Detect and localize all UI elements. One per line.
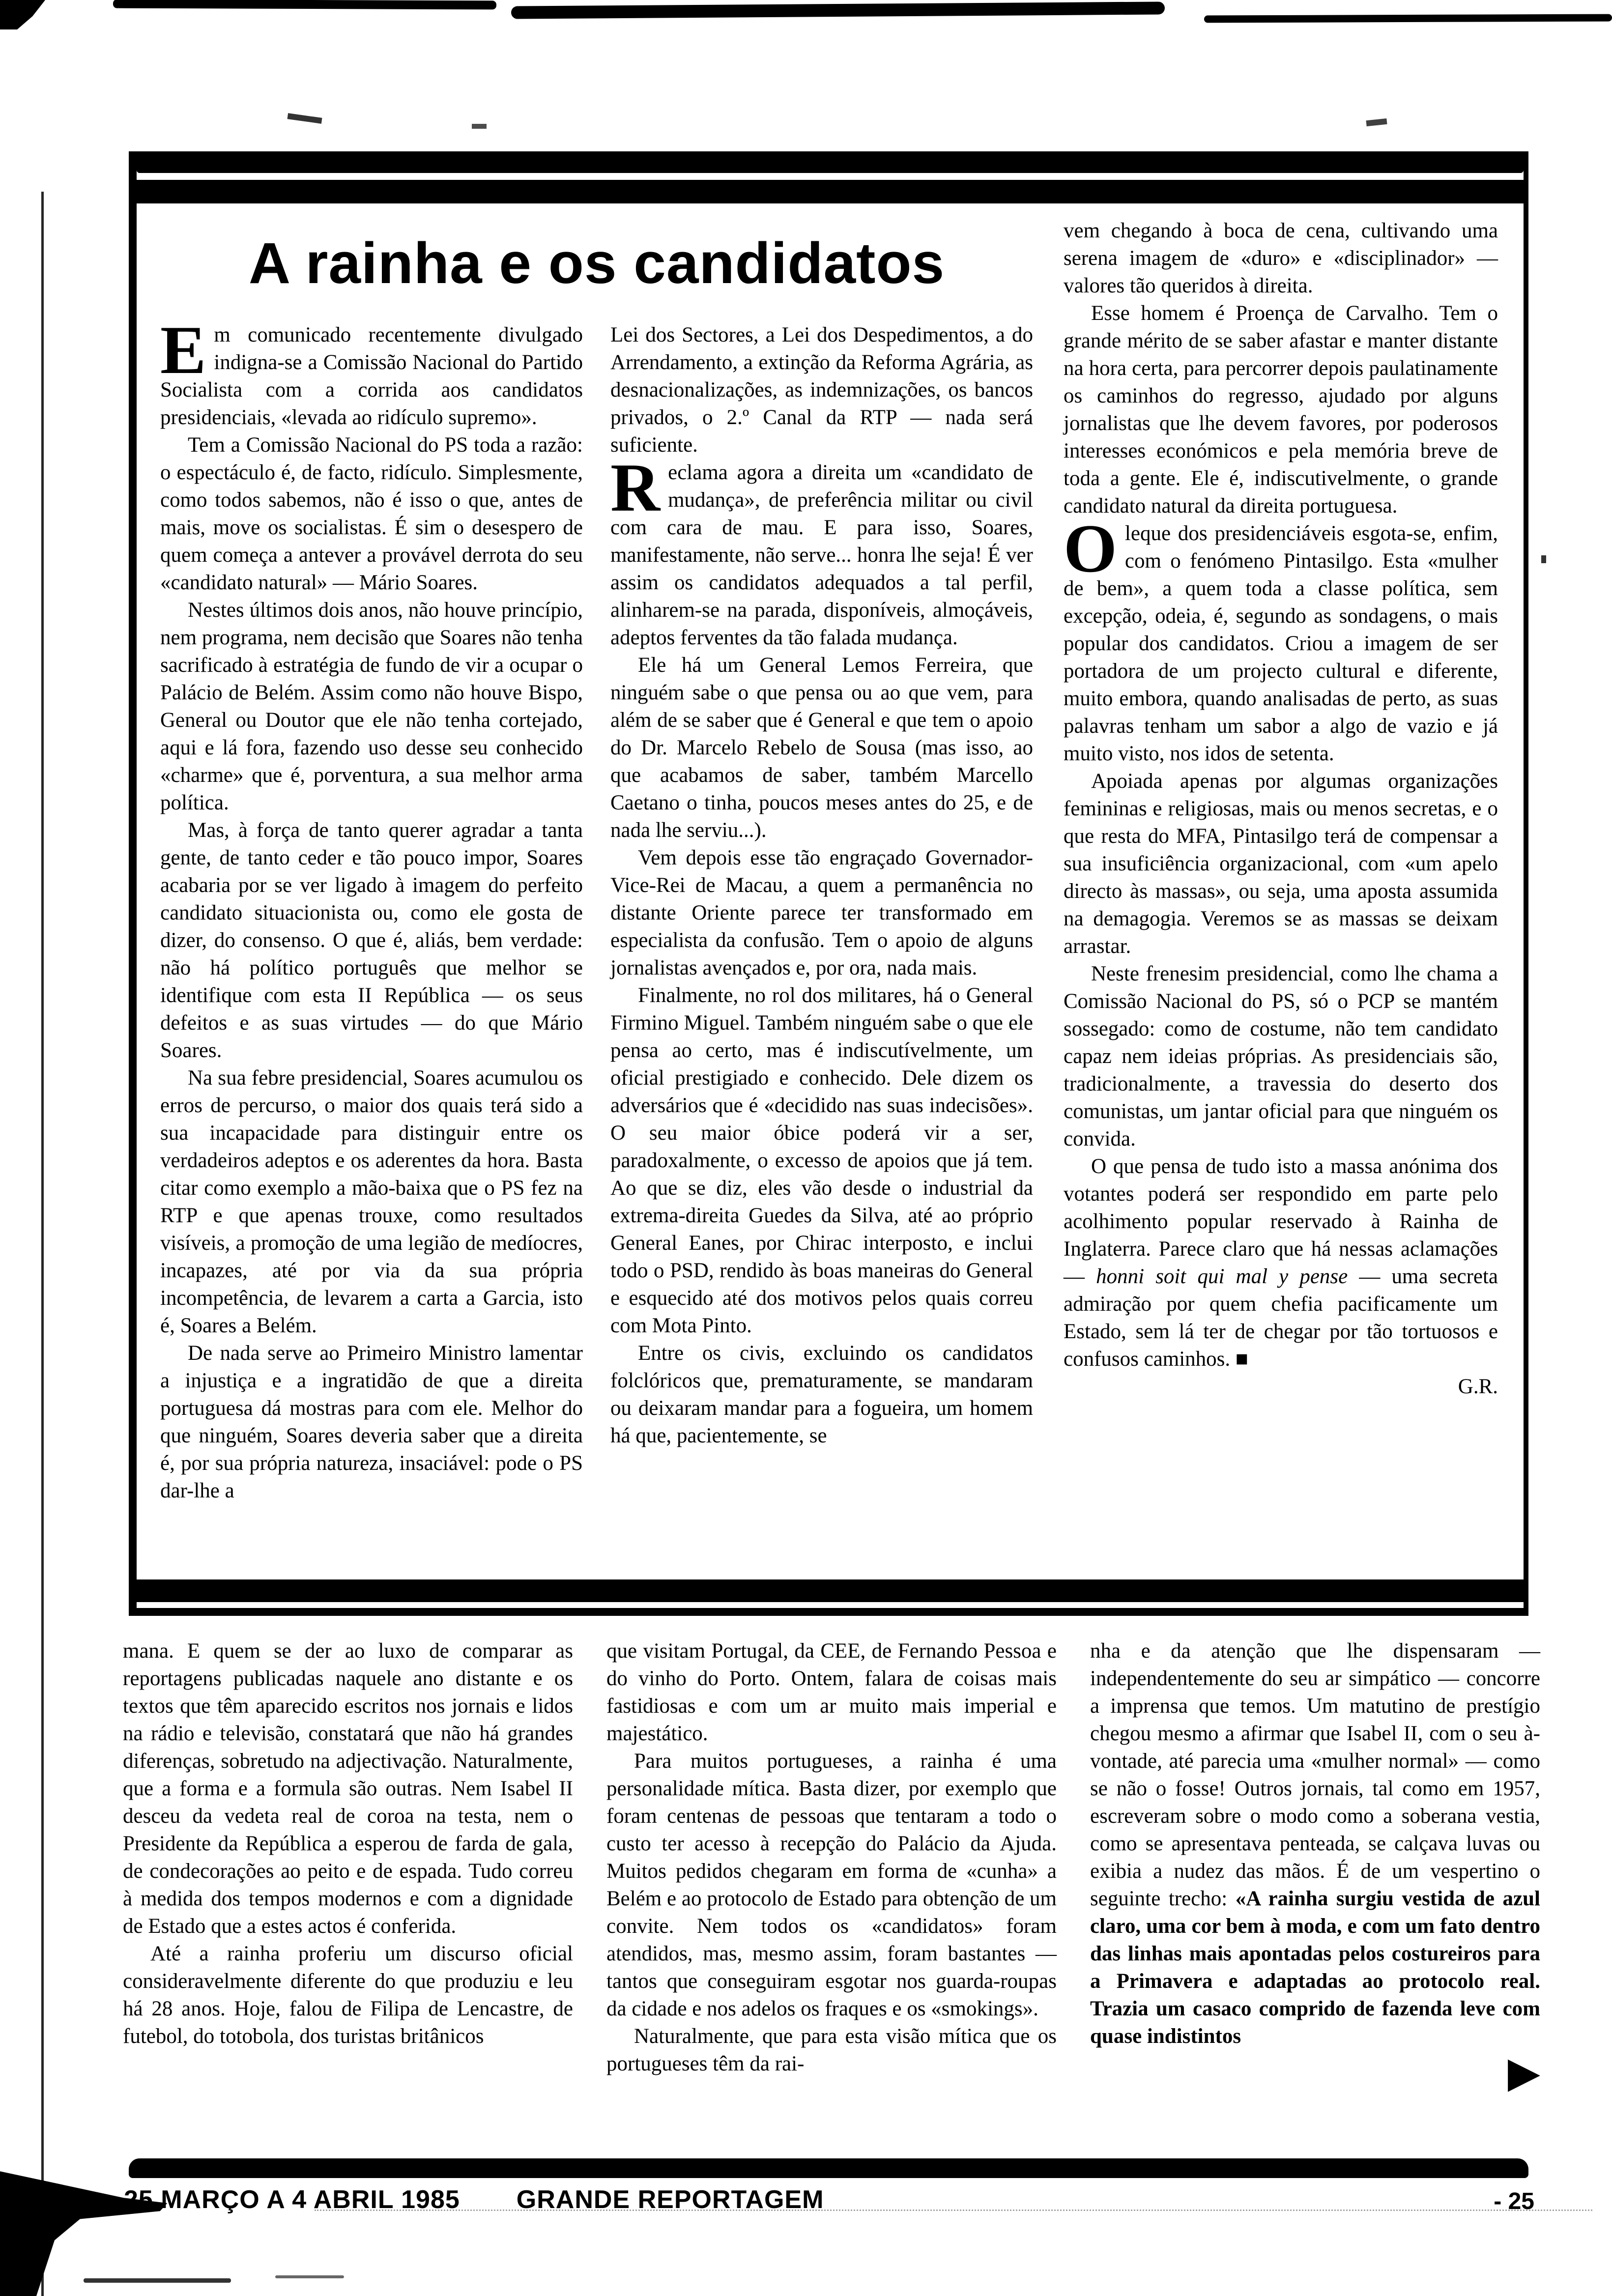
paragraph <box>610 844 1033 982</box>
box-column-1 <box>160 312 583 1505</box>
text-run: honni soit qui mal y pense <box>1096 1265 1348 1288</box>
box-border-top-inner <box>137 180 1524 203</box>
paragraph <box>610 652 1033 844</box>
continuation-arrow-icon <box>1090 2050 1540 2095</box>
scan-artifact-speck <box>1366 118 1387 126</box>
text-run: Neste frenesim presidencial, como lhe chama a Comissão Nacional do PS, só o PCP se mantém sossegado: como de costume, não tem candidato capaz nem ideias próprias. As presidenciais são, tradicionalmente, a travessia do deserto dos comunistas, um jantar oficial para que ninguém os convida. <box>1064 962 1498 1150</box>
lower-column-3 <box>1090 1637 1540 2095</box>
scan-artifact-speck <box>1541 555 1546 563</box>
text-run: mana. E quem se der ao luxo de comparar as reportagens publicadas naquele ano distante e os textos que têm aparecido escritos nos jornais e lidos na rádio e televisão, constatará que não há grandes diferenças, sobretudo na adjectivação. Naturalmente, que a forma e a formula são outras. Nem Isabel II desceu da vedeta real de coroa na testa, nem o Presidente da República a esperou de farda de gala, de condecorações ao peito e de espada. Tudo correu à medida dos tempos modernos e com a dignidade de Estado que a estes actos é conferida. <box>123 1639 573 1938</box>
text-run: Vem depois esse tão engraçado Governador-Vice-Rei de Macau, a quem a permanência no distante Oriente parece ter transformado em especialista da confusão. Tem o apoio de alguns jornalistas avençados e, por ora, nada mais. <box>610 846 1033 979</box>
box-two-columns <box>160 312 1033 1505</box>
paragraph <box>160 1340 583 1505</box>
text-run: Para muitos portugueses, a rainha é uma personalidade mítica. Basta dizer, por exemplo que foram centenas de pessoas que tentaram a todo o custo ter acesso à recepção do Palácio da Ajuda. Muitos pedidos chegaram em forma de «cunha» a Belém e ao protocolo de Estado para obtenção de um convite. Nem todos os «candidatos» foram atendidos, mas, mesmo assim, foram bastantes — tantos que conseguiram esgotar nos guarda-roupas da cidade e nos adelos os fraques e os «smokings». <box>606 1750 1057 2020</box>
drop-cap: E <box>160 312 206 388</box>
boxed-article <box>129 151 1528 1616</box>
text-run: m comunicado recentemente divulgado indigna-se a Comissão Nacional do Partido Socialista com a corrida aos candidatos presidenciais, «levada ao ridículo supremo». <box>160 323 583 429</box>
paragraph <box>610 1340 1033 1450</box>
paragraph <box>606 2023 1057 2078</box>
text-run: Ele há um General Lemos Ferreira, que ninguém sabe o que pensa ou ao que vem, para além de se saber que é General e que tem o apoio do Dr. Marcelo Rebelo de Sousa (mas isso, ao que acabamos de saber, também Marcello Caetano o tinha, poucos meses antes do 25, e de nada lhe serviu...). <box>610 654 1033 842</box>
end-of-article-square-icon: ■ <box>1230 1348 1248 1371</box>
scan-artifact-speck <box>472 124 487 129</box>
paragraph <box>123 1637 573 1940</box>
paragraph <box>1064 217 1498 300</box>
box-border-bottom-inner <box>137 1579 1524 1602</box>
scan-artifact-corner-blob <box>0 0 45 29</box>
text-run: eclama agora a direita um «candidato de mudança», de preferência militar ou civil com cara de mau. E para isso, Soares, manifestamente, não serve... honra lhe seja! É ver assim os candidatos adequados a tal perfil, alinharem-se na parada, disponíveis, almoçáveis, adeptos ferventes da tão falada mudança. <box>610 461 1033 649</box>
box-border-top-gap <box>137 173 1524 180</box>
paragraph <box>1064 511 1498 768</box>
footer-rule <box>129 2158 1528 2178</box>
footer-date: 25 MARÇO A 4 ABRIL 1985 <box>124 2185 460 2214</box>
text-run: Até a rainha proferiu um discurso oficial consideravelmente diferente do que produziu e leu há 28 anos. Hoje, falou de Filipa de Lencastre, de futebol, do totobola, dos turistas britânicos <box>123 1942 573 2048</box>
text-run: Na sua febre presidencial, Soares acumulou os erros de percurso, o maior dos quais terá sido a sua incapacidade para distinguir entre os verdadeiros adeptos e os aderentes da hora. Basta citar como exemplo a mão-baixa que o PS fez na RTP e que apenas trouxe, como resultados visíveis, a promoção de uma legião de medíocres, incapazes, até por via da sua própria incompetência, de levarem a carta a Garcia, isto é, Soares a Belém. <box>160 1066 583 1337</box>
paragraph <box>1064 300 1498 520</box>
paragraph <box>160 431 583 597</box>
lower-column-2 <box>606 1637 1057 2095</box>
paragraph <box>160 817 583 1064</box>
footer-publication: GRANDE REPORTAGEM <box>516 2185 824 2214</box>
text-run: Lei dos Sectores, a Lei dos Despedimentos, a do Arrendamento, a extinção da Reforma Agrária, as desnacionalizações, as indemnizações, os bancos privados, o 2.º Canal da RTP — nada será suficiente. <box>610 323 1033 457</box>
text-run: O que pensa de tudo isto a massa anónima dos votantes poderá ser respondido em parte pelo acolhimento popular reservado à Rainha de Inglaterra. Parece claro que há nessas aclamações — <box>1064 1155 1498 1288</box>
paragraph <box>610 450 1033 652</box>
scan-artifact-bottom-dash <box>84 2278 231 2283</box>
scan-artifact-top-bar <box>113 0 496 9</box>
scan-artifact-bottom-dash <box>275 2275 344 2278</box>
text-run: De nada serve ao Primeiro Ministro lamentar a injustiça e a ingratidão de que a direita portuguesa dá mostras para com ele. Melhor do que ninguém, Soares deveria saber que a direita é, por sua própria natureza, insaciável: pode o PS dar-lhe a <box>160 1342 583 1502</box>
paragraph <box>160 312 583 431</box>
lower-article <box>123 1637 1540 2095</box>
author-initials <box>1064 1373 1498 1401</box>
box-border-top-outer <box>137 151 1524 173</box>
box-left-zone <box>160 217 1033 1575</box>
page-number: - 25 <box>1494 2188 1534 2214</box>
lower-column-1 <box>123 1637 573 2095</box>
box-content <box>137 203 1524 1579</box>
text-run: G.R. <box>1458 1375 1498 1398</box>
text-run: — uma secreta admiração por quem chefia pacificamente um Estado, sem lá ter de chegar por tão tortuosos e confusos caminhos. <box>1064 1265 1498 1371</box>
paragraph <box>1090 1637 1540 2050</box>
page-footer <box>124 2185 824 2214</box>
text-run: leque dos presidenciáveis esgota-se, enfim, com o fenómeno Pintasilgo. Esta «mulher de bem», a quem toda a classe política, sem excepção, odeia, é, segundo as sondagens, o mais popular dos candidatos. Criou a imagem de ser portadora de um projecto cultural e diferente, muito embora, quando analisadas de perto, as suas palavras tenham um sabor a algo de vazio e já muito visto, nos idos de setenta. <box>1064 522 1498 765</box>
paragraph <box>1064 960 1498 1153</box>
text-run: Nestes últimos dois anos, não houve princípio, nem programa, nem decisão que Soares não tenha sacrificado à estratégia de fundo de vir a ocupar o Palácio de Belém. Assim como não houve Bispo, General ou Doutor que ele não tenha cortejado, aqui e lá fora, fazendo uso desse seu conhecido «charme» que é, porventura, a sua melhor arma política. <box>160 599 583 814</box>
text-run: que visitam Portugal, da CEE, de Fernando Pessoa e do vinho do Porto. Ontem, falara de coisas mais fastidiosas e com um ar muito mais imperial e majestático. <box>606 1639 1057 1745</box>
box-border-bottom-gap <box>137 1602 1524 1608</box>
text-run: vem chegando à boca de cena, cultivando uma serena imagem de «duro» e «disciplinador» — valores tão queridos à direita. <box>1064 219 1498 297</box>
paragraph <box>160 597 583 817</box>
box-border-bottom-outer <box>137 1608 1524 1616</box>
paragraph <box>606 1637 1057 1748</box>
text-run: Esse homem é Proença de Carvalho. Tem o grande mérito de se saber afastar e manter distante na hora certa, para percorrer depois paulatinamente os caminhos do regresso, ajudado por alguns jornalistas que lhe devem favores, por poderosos interesses económicos e pela memória breve de toda a gente. Ele é, indiscutivelmente, o grande candidato natural da direita portuguesa. <box>1064 302 1498 517</box>
box-column-3 <box>1064 217 1498 1575</box>
drop-cap: O <box>1064 511 1117 587</box>
text-run: ▶ <box>1507 2048 1540 2097</box>
box-column-2 <box>610 321 1033 1505</box>
scan-artifact-fold-line <box>41 192 44 2296</box>
scan-artifact-top-bar <box>511 1 1165 19</box>
scan-artifact-speck <box>288 113 322 124</box>
article-title: A rainha e os candidatos <box>248 231 945 296</box>
text-run: Apoiada apenas por algumas organizações femininas e religiosas, mais ou menos secretas, e o que resta do MFA, Pintasilgo terá de compensar a sua insuficiência organizacional, com «um apelo directo às massas», ou seja, uma aposta assumida na demagogia. Veremos se as massas se deixam arrastar. <box>1064 770 1498 958</box>
paragraph <box>1064 1153 1498 1373</box>
text-run: Mas, à força de tanto querer agradar a tanta gente, de tanto ceder e tão pouco impor, Soares acabaria por se ver ligado à imagem do perfeito candidato situacionista ou, como ele gosta de dizer, do consenso. O que é, aliás, bem verdade: não há político português que melhor se identifique com esta II República — os seus defeitos e as suas virtudes — do que Mário Soares. <box>160 819 583 1062</box>
paragraph <box>610 321 1033 459</box>
paragraph <box>123 1940 573 2050</box>
text-run: Tem a Comissão Nacional do PS toda a razão: o espectáculo é, de facto, ridículo. Simplesmente, como todos sabemos, não é isso o que, antes de mais, move os socialistas. É sim o desespero de quem começa a antever a provável derrota do seu «candidato natural» — Mário Soares. <box>160 433 583 594</box>
paragraph <box>610 982 1033 1340</box>
paragraph <box>160 1064 583 1340</box>
text-run: Entre os civis, excluindo os candidatos folclóricos que, prematuramente, se mandaram ou deixaram mandar para a fogueira, um homem há que, pacientemente, se <box>610 1342 1033 1447</box>
paragraph <box>1064 768 1498 960</box>
scan-artifact-top-bar <box>1204 14 1612 23</box>
text-run: «A rainha surgiu vestida de azul claro, uma cor bem à moda, e com um fato dentro das linhas mais apontadas pelos costureiros para a Primavera e adaptadas ao protocolo real. Trazia um casaco comprido de fazenda leve com quase indistintos <box>1090 1887 1540 2048</box>
text-run: Finalmente, no rol dos militares, há o General Firmino Miguel. Também ninguém sabe o que ele pensa ao certo, mas é indiscutívelmente, um oficial prestigiado e conhecido. Dele dizem os adversários que é «decidido nas suas indecisões». O seu maior óbice poderá vir a ser, paradoxalmente, o excesso de apoios que já tem. Ao que se diz, eles vão desde o industrial da extrema-direita Guedes da Silva, até ao próprio General Eanes, por Chirac interposto, e inclui todo o PSD, rendido às boas maneiras do General e esquecido até dos motivos pelos quais correu com Mota Pinto. <box>610 984 1033 1337</box>
text-run: nha e da atenção que lhe dispensaram — independentemente do seu ar simpático — concorre a imprensa que temos. Um matutino de prestígio chegou mesmo a afirmar que Isabel II, com o seu à-vontade, até parecia uma «mulher normal» — como se não o fosse! Outros jornais, tal como em 1957, escreveram sobre o modo como a soberana vestia, como se apresentava penteada, se calçava luvas ou exibia a nudez das mãos. É de um vespertino o seguinte trecho: <box>1090 1639 1540 1910</box>
paragraph <box>606 1748 1057 2023</box>
drop-cap: R <box>610 450 661 526</box>
text-run: Naturalmente, que para esta visão mítica que os portugueses têm da rai- <box>606 2025 1057 2075</box>
